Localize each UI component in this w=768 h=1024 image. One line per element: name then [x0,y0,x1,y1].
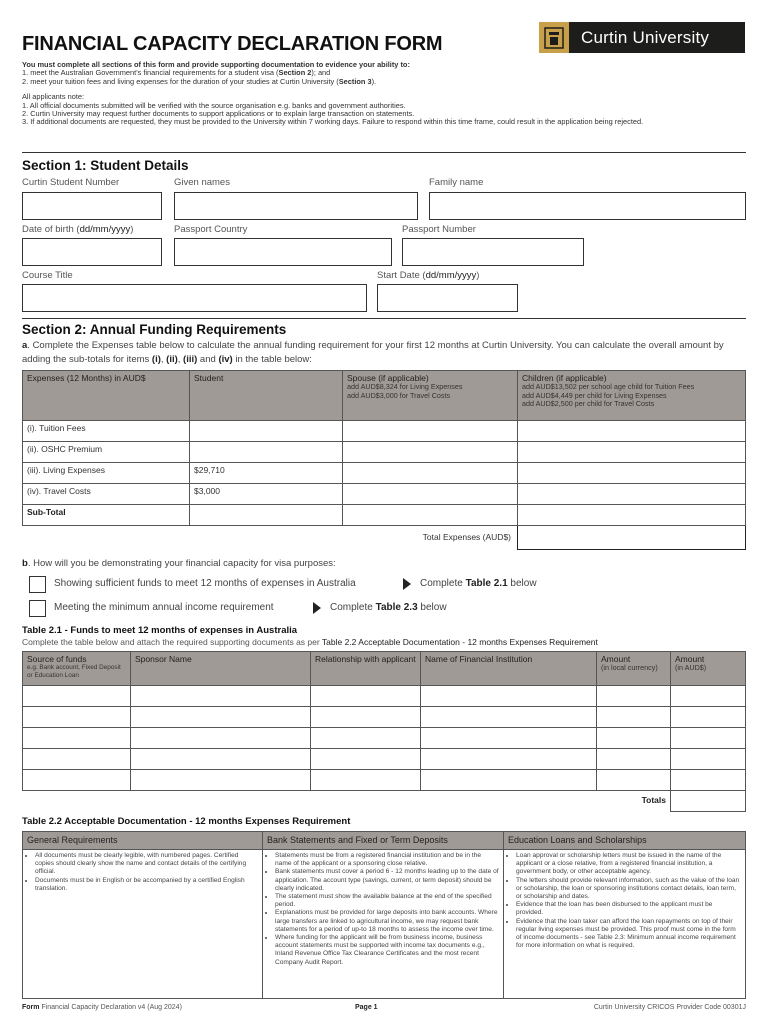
total-label-cell [23,526,518,550]
start-date-input[interactable] [377,284,518,312]
course-title-input[interactable] [22,284,367,312]
total-label: Total Expenses (AUD$) [422,532,511,542]
column-header: Student [190,371,343,421]
table-row [23,850,746,999]
family-name-label: Family name [429,177,484,188]
loans-requirements [504,850,746,999]
general-header: General Requirements [23,832,263,850]
spouse-subtotal[interactable] [343,505,518,526]
arrow-right-icon [403,578,411,590]
option-income-action: Complete Table 2.3 below [330,602,447,613]
row-label: (iii). Living Expenses [23,463,190,484]
children-header: Children (if applicable) add AUD$13,502 per school age child for Tuition Fees add AUD$4,449 per child for Living Expenses add AUD$2,500 per child for Travel Costs [518,371,746,421]
option-funds-checkbox[interactable] [29,576,46,593]
table22-title: Table 2.2 Acceptable Documentation - 12 months Expenses Requirement [22,816,351,827]
option-funds-action: Complete Table 2.1 below [420,578,537,589]
amount-local-cell[interactable] [597,707,671,728]
page-title: FINANCIAL CAPACITY DECLARATION FORM [22,33,443,55]
total-expenses-input[interactable] [518,526,746,550]
children-cell[interactable] [518,442,746,463]
section2-instructions: a. Complete the Expenses table below to calculate the annual funding requirement for your first 12 months at Curtin University. You can calculate the overall amount by adding the sub-totals for items (i), (ii), (iii) and (iv) in the table below: [22,340,724,365]
total-row [23,526,746,550]
bank-header: Bank Statements and Fixed or Term Deposits [263,832,504,850]
sponsor-cell[interactable] [131,770,311,791]
note-3: 3. If additional documents are requested, they must be provided to the University within 7 working days. Failure to respond within this time frame, could result in the application being rejected. [22,117,644,127]
table-header-row [23,371,746,421]
footer-cricos: Curtin University CRICOS Provider Code 00301J [593,1004,746,1011]
start-date-label: Start Date (dd/mm/yyyy) [377,270,480,281]
amount-local-header: Amount (in local currency) [597,652,671,686]
sponsor-header: Sponsor Name [131,652,311,686]
notes-title: All applicants note: [22,92,85,102]
sponsor-cell[interactable] [131,686,311,707]
spouse-cell[interactable] [343,442,518,463]
institution-cell[interactable] [421,707,597,728]
relationship-cell[interactable] [311,686,421,707]
institution-cell[interactable] [421,728,597,749]
source-cell[interactable] [23,707,131,728]
spouse-cell[interactable] [343,463,518,484]
general-requirements [23,850,263,999]
source-cell[interactable] [23,686,131,707]
amount-aud-header: Amount (in AUD$) [671,652,746,686]
given-names-input[interactable] [174,192,418,220]
dob-label: Date of birth (dd/mm/yyyy) [22,224,134,235]
student-cell[interactable] [190,442,343,463]
institution-header: Name of Financial Institution [421,652,597,686]
list-item: • Explanations must be provided for large deposits into bank accounts. Where large transfers are linked to agricultural income, we may request bank statements for a period of up-to 18 months to assess the income over time. [275,909,499,934]
curtin-logo [539,22,745,53]
list-item: • The letters should provide relevant information, such as the value of the loan or scholarship, the loan or sponsoring institutions contact details, loan term, or scholarship and dates. [516,877,741,902]
passport-country-label: Passport Country [174,224,248,235]
amount-aud-cell[interactable] [671,749,746,770]
amount-local-cell[interactable] [597,728,671,749]
family-name-input[interactable] [429,192,746,220]
source-cell[interactable] [23,770,131,791]
table-row [23,707,746,728]
student-cell[interactable]: $3,000 [190,484,343,505]
brand-name: Curtin University [581,27,710,47]
loans-header: Education Loans and Scholarships [504,832,746,850]
totals-row [23,791,746,812]
spouse-cell[interactable] [343,484,518,505]
intro-lead: You must complete all sections of this form and provide supporting documentation to evidence your ability to: [22,60,410,69]
list-item: • Statements must be from a registered financial institution and be in the name of the applicant or a sponsoring close relative. [275,852,499,868]
list-item: • The statement must show the available balance at the end of the specified period. [275,893,499,909]
totals-spacer [23,791,597,812]
amount-local-cell[interactable] [597,770,671,791]
row-label: (ii). OSHC Premium [23,442,190,463]
subtotal-label: Sub-Total [23,505,190,526]
passport-number-label: Passport Number [402,224,476,235]
passport-country-input[interactable] [174,238,392,266]
relationship-cell[interactable] [311,707,421,728]
option-income-label: Meeting the minimum annual income requirement [54,602,274,613]
student-number-input[interactable] [22,192,162,220]
table-header-row [23,652,746,686]
divider [22,152,746,153]
table-row [23,421,746,442]
source-header: Source of funds e.g. Bank account, Fixed Deposit or Education Loan [23,652,131,686]
table-row [23,484,746,505]
student-cell[interactable]: $29,710 [190,463,343,484]
table-row [23,442,746,463]
table-row [23,463,746,484]
dob-input[interactable] [22,238,162,266]
sponsor-cell[interactable] [131,749,311,770]
row-label: (i). Tuition Fees [23,421,190,442]
row-label: (iv). Travel Costs [23,484,190,505]
intro-req-1: 1. meet the Australian Government's financial requirements for a student visa (Section 2); and [22,68,331,78]
institution-cell[interactable] [421,686,597,707]
student-number-label: Curtin Student Number [22,177,120,188]
table-row [23,749,746,770]
column-header: Expenses (12 Months) in AUD$ [23,371,190,421]
student-subtotal[interactable] [190,505,343,526]
relationship-header: Relationship with applicant [311,652,421,686]
children-cell[interactable] [518,484,746,505]
subtotal-row [23,505,746,526]
list-item: • All documents must be clearly legible, with numbered pages. Certified copies should clearly show the name and contact details of the certifying official. [35,852,258,877]
section1-title: Section 1: Student Details [22,158,189,173]
funds-table [22,651,746,812]
amount-aud-cell[interactable] [671,707,746,728]
arrow-right-icon [313,602,321,614]
list-item: • Bank statements must cover a period 6 - 12 months leading up to the date of application. The account type (savings, current, or term deposit) should be clearly indicated. [275,868,499,893]
student-cell[interactable] [190,421,343,442]
table-row [23,686,746,707]
table-header-row [23,832,746,850]
curtin-shield-icon [539,22,569,53]
list-item: • Evidence that the loan has been disbursed to the applicant must be provided. [516,901,741,917]
source-cell[interactable] [23,749,131,770]
amount-aud-cell[interactable] [671,728,746,749]
sponsor-cell[interactable] [131,728,311,749]
given-names-label: Given names [174,177,230,188]
documentation-table [22,831,746,999]
section2b-question: b. How will you be demonstrating your financial capacity for visa purposes: [22,558,336,569]
amount-local-cell[interactable] [597,749,671,770]
relationship-cell[interactable] [311,728,421,749]
source-cell[interactable] [23,728,131,749]
divider [22,318,746,319]
expenses-table [22,370,746,550]
list-item: • Documents must be in English or be accompanied by a certified English translation. [35,877,258,893]
course-title-label: Course Title [22,270,73,281]
table-row [23,728,746,749]
children-cell[interactable] [518,463,746,484]
institution-cell[interactable] [421,749,597,770]
children-cell[interactable] [518,421,746,442]
relationship-cell[interactable] [311,770,421,791]
relationship-cell[interactable] [311,749,421,770]
bank-requirements [263,850,504,999]
amount-aud-cell[interactable] [671,770,746,791]
sponsor-cell[interactable] [131,707,311,728]
table-row [23,770,746,791]
section2-title: Section 2: Annual Funding Requirements [22,322,287,337]
list-item: • Loan approval or scholarship letters must be issued in the name of the applicant or a close relative, from a registered financial institution, a government body, or other acceptable agency. [516,852,741,877]
intro-req-2: 2. meet your tuition fees and living expenses for the duration of your studies at Curtin University (Section 3). [22,76,377,86]
spouse-header: Spouse (if applicable) add AUD$8,324 for Living Expenses add AUD$3,000 for Travel Costs [343,371,518,421]
passport-number-input[interactable] [402,238,584,266]
spouse-cell[interactable] [343,421,518,442]
amount-aud-cell[interactable] [671,686,746,707]
footer-page: Page 1 [355,1004,378,1011]
list-item: • Where funding for the applicant will be from business income, business account statements must be supported with income tax documents e.g., Inland Revenue Office Tax Clearance Certificates and the most recent Company Audit Report. [275,934,499,967]
table21-title: Table 2.1 - Funds to meet 12 months of expenses in Australia [22,625,298,636]
children-subtotal[interactable] [518,505,746,526]
note-1: 1. All official documents submitted will be verified with the source organisation e.g. banks and government authorities. [22,100,406,110]
institution-cell[interactable] [421,770,597,791]
amount-local-cell[interactable] [597,686,671,707]
intro-block [22,61,742,127]
totals-amount-aud[interactable] [671,791,746,812]
table21-subtitle: Complete the table below and attach the required supporting documents as per Table 2.2 Acceptable Documentation - 12 months Expenses Requirement [22,637,598,647]
option-income-checkbox[interactable] [29,600,46,617]
totals-label: Totals [641,795,666,805]
footer-form-name: Form Financial Capacity Declaration v4 (Aug 2024) [22,1004,182,1011]
note-2: 2. Curtin University may request further documents to support applications or to explain large transaction on statements. [22,109,415,119]
list-item: • Evidence that the loan taker can afford the loan repayments on top of their regular living expenses must be provided. This proof must come in the form of income documents - see Table 2.3: Minimum annual income requirement for more information on what is required. [516,918,741,951]
option-funds-label: Showing sufficient funds to meet 12 months of expenses in Australia [54,578,356,589]
